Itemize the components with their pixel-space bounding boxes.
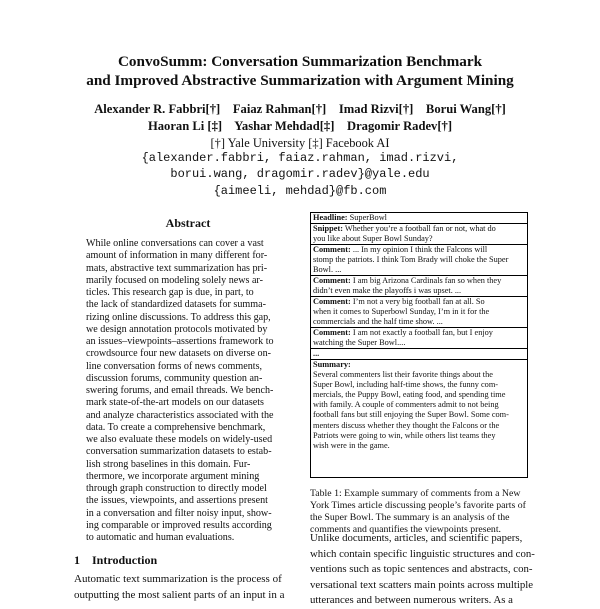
abstract-line: marily focused on modeling solely news ar- — [86, 274, 263, 286]
abstract-line: lish strong baselines in this domain. Fur- — [86, 458, 251, 470]
email-list — [0, 150, 600, 199]
abstract-line: amount of information in many different for- — [86, 250, 268, 262]
abstract-line: to automatic and human evaluations. — [86, 532, 235, 543]
abstract-line: conversation summarization datasets to estab- — [86, 446, 272, 458]
ellipsis-text: ... — [313, 349, 320, 358]
summary-line: mercials, the Puppy Bowl, eating food, and spending time — [313, 390, 506, 400]
author-line: Alexander R. Fabbri[†] Faiaz Rahman[†] Imad Rizvi[†] Borui Wang[†] — [94, 102, 506, 116]
introduction-body — [74, 572, 304, 603]
caption-line: the Super Bowl. The summary is an analysis of the — [310, 512, 510, 523]
abstract-line: While online conversations can cover a vast — [86, 238, 264, 249]
section-heading-introduction — [74, 553, 169, 568]
table-row-comment — [311, 276, 527, 297]
email-line: {aimeeli, mehdad}@fb.com — [213, 183, 387, 198]
abstract-line: discussion forums, community question an- — [86, 372, 263, 384]
comment-label: Comment: — [313, 245, 351, 254]
summary-line: with family. A couple of commenters admit to not being — [313, 400, 499, 410]
table-row-comment — [311, 297, 527, 328]
snippet-line: Whether you’re a football fan or not, what do — [344, 224, 496, 233]
headline-label: Headline: — [313, 213, 348, 222]
comment-line: didn’t even make the playoffs i was upset. ... — [313, 286, 462, 296]
body-line: which contain specific linguistic structures and con- — [310, 547, 535, 560]
abstract-line: swering forums, and email threads. We bench- — [86, 385, 274, 396]
abstract-line: the lack of standardized datasets for summa- — [86, 299, 266, 311]
table-row-headline — [311, 213, 527, 224]
snippet-line: you like about Super Bowl Sunday? — [313, 234, 433, 244]
table-row-comment — [311, 328, 527, 349]
email-line: borui.wang, dragomir.radev}@yale.edu — [170, 167, 430, 182]
abstract-line: data. To create a comprehensive benchmark, — [86, 421, 266, 433]
headline-text: SuperBowl — [349, 213, 387, 222]
abstract-line: in a conversation and filter noisy input, show- — [86, 507, 272, 519]
abstract-line: crowdsource four new datasets on diverse on- — [86, 348, 271, 360]
example-table — [310, 212, 528, 478]
table-row-comment — [311, 245, 527, 276]
comment-line: I’m not a very big football fan at all. So — [352, 297, 485, 306]
body-text-right — [310, 531, 535, 609]
abstract-line: we design annotation protocols motivated by — [86, 323, 268, 335]
summary-line: Super Bowl, including half-time shows, the funny com- — [313, 380, 499, 390]
comment-label: Comment: — [313, 276, 351, 285]
comment-line: commercials and the half time show. ... — [313, 317, 443, 327]
abstract-line: rizing online discussions. To address this gap, — [86, 311, 271, 323]
paper-title — [0, 52, 600, 90]
abstract-body — [86, 238, 292, 544]
caption-line: comments and quantifies the viewpoints present. — [310, 524, 501, 535]
abstract-heading: Abstract — [165, 216, 211, 230]
comment-line: when it comes to Superbowl Sunday, I’m in it for the — [313, 307, 490, 317]
comment-label: Comment: — [313, 328, 351, 337]
summary-line: Several commenters list their favorite things about the — [313, 370, 493, 380]
body-line: versational text scatters main points across multiple — [310, 578, 534, 591]
section-number: 1 — [74, 553, 80, 567]
summary-line: wish were in the game. — [313, 440, 390, 450]
author-list — [0, 101, 600, 134]
summary-line: menters discuss whether they thought the Falcons or the — [313, 420, 500, 430]
abstract-line: an issues–viewpoints–assertions framework to — [86, 336, 274, 347]
body-line: Unlike documents, articles, and scientific papers, — [310, 532, 523, 544]
comment-line: stomp the patriots. I think Tom Brady will choke the Super — [313, 255, 509, 265]
comment-line: ... In my opinion I think the Falcons will — [352, 245, 488, 254]
body-line: utterances and between numerous writers. As a — [310, 594, 513, 606]
table-row-ellipsis — [311, 349, 527, 360]
comment-line: I am big Arizona Cardinals fan so when they — [352, 276, 502, 285]
abstract-line: line conversation forms of news comments, — [86, 360, 263, 372]
table-caption — [310, 488, 530, 536]
title-line: and Improved Abstractive Summarization with Argument Mining — [86, 72, 514, 89]
introduction-line: outputting the most salient parts of an input in a — [74, 588, 285, 601]
title-line: ConvoSumm: Conversation Summarization Benchmark — [117, 53, 483, 70]
affiliations: [†] Yale University [‡] Facebook AI — [210, 136, 390, 150]
comment-line: Bowl. ... — [313, 265, 342, 275]
abstract-line: mats, abstractive text summarization has pri- — [86, 262, 268, 274]
comment-line: watching the Super Bowl.... — [313, 338, 406, 348]
section-title: Introduction — [92, 553, 158, 567]
caption-line: York Times article discussing people’s favorite parts of — [310, 500, 526, 511]
summary-label: Summary: — [313, 360, 351, 369]
abstract-line: mark state-of-the-art models on our datasets — [86, 397, 264, 409]
caption-line: Table 1: Example summary of comments from a New — [310, 488, 521, 499]
snippet-label: Snippet: — [313, 224, 343, 233]
summary-line: Patriots were going to win, while others list teams they — [313, 430, 496, 440]
table-row-summary — [311, 360, 527, 451]
author-line: Haoran Li [‡] Yashar Mehdad[‡] Dragomir Radev[†] — [147, 118, 453, 133]
table-row-snippet — [311, 224, 527, 245]
abstract-line: through graph construction to directly model — [86, 483, 267, 494]
summary-line: football fans but still enjoying the Super Bowl. Some com- — [313, 410, 509, 420]
abstract-line: thermore, we incorporate argument mining — [86, 470, 260, 482]
abstract-line: we also evaluate these models on widely-used — [86, 434, 273, 445]
email-line: {alexander.fabbri, faiaz.rahman, imad.rizvi, — [141, 151, 459, 165]
body-line: ventions such as topic sentences and abstracts, con- — [310, 563, 533, 575]
abstract-line: the issues, viewpoints, and assertions present — [86, 495, 268, 507]
abstract-line: ticles. This research gap is due, in part, to — [86, 287, 254, 298]
abstract-line: ing comparable or improved results according — [86, 519, 272, 531]
comment-line: I am not exactly a football fan, but I enjoy — [352, 328, 493, 337]
comment-label: Comment: — [313, 297, 351, 306]
abstract-line: and analyze characteristics associated with the — [86, 409, 274, 421]
introduction-line: Automatic text summarization is the process of — [74, 573, 282, 585]
